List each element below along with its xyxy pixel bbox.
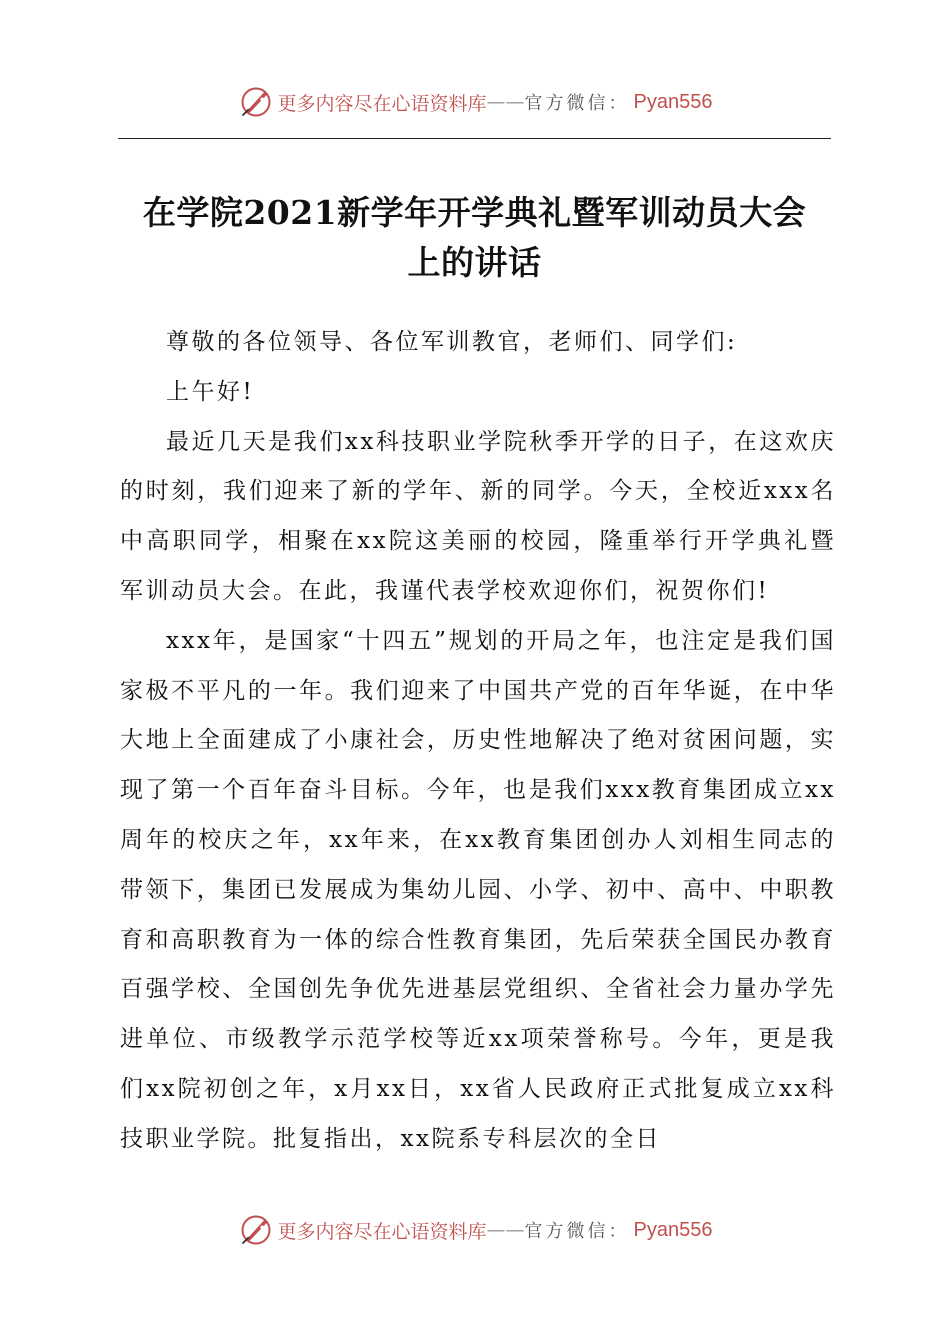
quill-logo-icon <box>238 84 274 120</box>
footer-wechat-label: 官方微信： <box>524 1221 630 1242</box>
footer-site-text: 更多内容尽在心语资料库 <box>277 1220 487 1243</box>
title-line-2: 上的讲话 <box>407 243 542 282</box>
footer-banner <box>0 1210 950 1250</box>
paragraph-salutation: 尊敬的各位领导、各位军训教官，老师们、同学们: <box>166 329 738 355</box>
quill-logo-icon <box>238 1212 274 1248</box>
header-banner <box>0 82 950 122</box>
paragraph-background: xxx年，是国家“十四五”规划的开局之年，也注定是我们国家极不平凡的一年。我们迎来了中国共产党的百年华诞，在中华大地上全面建成了小康社会，历史性地解决了绝对贫困问题，实现了第一个百年奋斗目标。今年，也是我们xxx教育集团成立xx周年的校庆之年，xx年来，在xx教育集团创办人刘相生同志的带领下，集团已发展成为集幼儿园、小学、初中、高中、中职教育和高职教育为一体的综合性教育集团，先后荣获全国民办教育百强学校、全国创先争优先进基层党组织、全省社会力量办学先进单位、市级教学示范学校等近xx项荣誉称号。今年，更是我们xx院初创之年，x月xx日，xx省人民政府正式批复成立xx科技职业学院。批复指出，xx院系专科层次的全日 <box>120 627 836 1152</box>
footer-separator: —— <box>486 1219 525 1241</box>
header-rule <box>118 138 831 139</box>
footer-wechat-id: Pyan556 <box>633 1218 713 1241</box>
document-title <box>118 188 831 288</box>
title-line-1: 在学院2021新学年开学典礼暨军训动员大会 <box>142 193 807 232</box>
header-wechat-id: Pyan556 <box>633 90 713 113</box>
header-site-text: 更多内容尽在心语资料库 <box>277 92 487 115</box>
paragraph-greeting: 上午好! <box>166 378 255 405</box>
header-wechat-label: 官方微信： <box>524 93 630 114</box>
paragraph-welcome: 最近几天是我们xx科技职业学院秋季开学的日子，在这欢庆的时刻，我们迎来了新的学年、新的同学。今天，全校近xxx名中高职同学，相聚在xx院这美丽的校园，隆重举行开学典礼暨军训动员大会。在此，我谨代表学校欢迎你们，祝贺你们! <box>120 428 836 604</box>
document-body <box>120 318 836 1165</box>
header-separator: —— <box>486 91 525 113</box>
